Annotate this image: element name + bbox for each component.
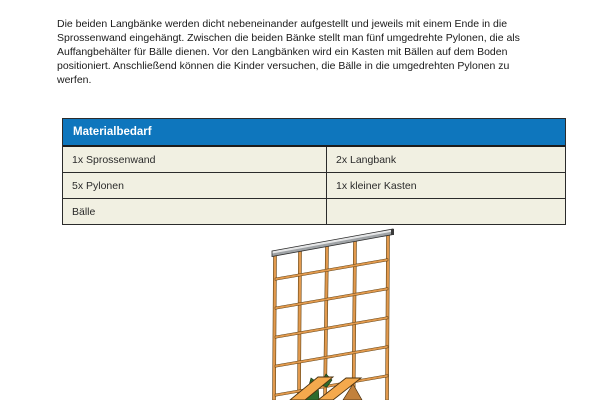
intro-paragraph [57, 17, 567, 87]
paragraph-line: Sprossenwand eingehängt. Zwischen die beiden Bänke stellt man fünf umgedrehte Pylonen, die als [57, 32, 520, 44]
wall-bars-rungs [275, 259, 388, 397]
sprossenwand-drawing [265, 227, 395, 400]
table-row [63, 199, 565, 224]
table-cell-sprossenwand: 1x Sprossenwand [63, 147, 327, 172]
table-cell-pylonen: 5x Pylonen [63, 173, 327, 198]
table-row [63, 173, 565, 199]
materialbedarf-table [62, 118, 566, 225]
table-cell-langbank: 2x Langbank [336, 154, 397, 166]
paragraph-line: werfen. [57, 74, 92, 86]
paragraph-line: Die beiden Langbänke werden dicht nebeneinander aufgestellt und jeweils mit einem Ende in die [57, 18, 508, 30]
paragraph-line: Auffangbehälter für Bälle dienen. Vor den Langbänken wird ein Kasten mit Bällen auf dem Boden [57, 46, 508, 58]
table-row [63, 147, 565, 173]
table-title: Materialbedarf [63, 119, 565, 147]
wall-bars-posts [273, 235, 390, 400]
sprossenwand-illustration [265, 227, 395, 400]
table-cell-empty [327, 199, 565, 224]
table-cell-kasten: 1x kleiner Kasten [336, 180, 417, 192]
paragraph-line: positioniert. Anschließend können die Kinder versuchen, die Bälle in die umgedrehten Pylonen zu [57, 60, 510, 72]
table-cell-baelle: Bälle [63, 199, 327, 224]
top-rail [272, 229, 394, 257]
